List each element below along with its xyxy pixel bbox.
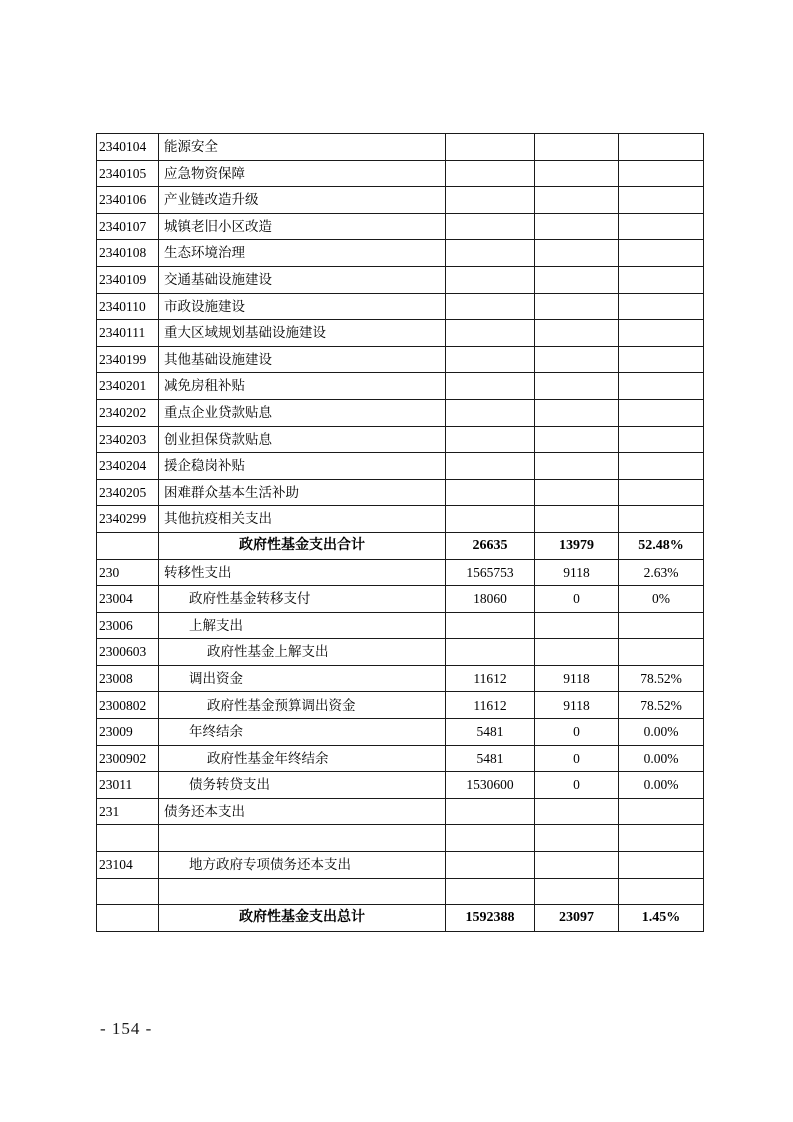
item-name-cell: 其他抗疫相关支出: [159, 506, 446, 533]
table-row: [97, 586, 704, 613]
code-cell: 2340109: [97, 266, 159, 293]
value2-cell: 0: [535, 586, 619, 613]
table-row: [97, 320, 704, 347]
table-row: [97, 266, 704, 293]
table-row: [97, 852, 704, 879]
code-cell: [97, 532, 159, 559]
code-cell: 2340111: [97, 320, 159, 347]
table-row: [97, 905, 704, 932]
item-name-cell: 上解支出: [159, 612, 446, 639]
table-row: [97, 479, 704, 506]
value2-cell: [535, 506, 619, 533]
table-row: [97, 692, 704, 719]
value1-cell: 11612: [446, 692, 535, 719]
table-row: [97, 772, 704, 799]
code-cell: 2300902: [97, 745, 159, 772]
item-name-cell: 产业链改造升级: [159, 187, 446, 214]
value2-cell: [535, 266, 619, 293]
percent-cell: [619, 134, 704, 161]
value1-cell: [446, 187, 535, 214]
code-cell: 23009: [97, 719, 159, 746]
table-row: [97, 798, 704, 825]
item-name-cell: 转移性支出: [159, 559, 446, 586]
value1-cell: 1565753: [446, 559, 535, 586]
value1-cell: [446, 426, 535, 453]
item-name-cell: 调出资金: [159, 665, 446, 692]
item-name-cell: 债务还本支出: [159, 798, 446, 825]
table-row: [97, 426, 704, 453]
table-row: [97, 453, 704, 480]
table-row: [97, 373, 704, 400]
code-cell: 23004: [97, 586, 159, 613]
percent-cell: [619, 293, 704, 320]
page-number: - 154 -: [100, 1019, 153, 1038]
table-row: [97, 399, 704, 426]
item-name-cell: 政府性基金年终结余: [159, 745, 446, 772]
percent-cell: [619, 612, 704, 639]
value1-cell: [446, 320, 535, 347]
value2-cell: [535, 798, 619, 825]
value1-cell: 1592388: [446, 905, 535, 932]
code-cell: 2340205: [97, 479, 159, 506]
item-name-cell: [159, 825, 446, 852]
value2-cell: [535, 373, 619, 400]
value1-cell: 26635: [446, 532, 535, 559]
blank-row: [97, 878, 704, 905]
code-cell: 2300802: [97, 692, 159, 719]
item-name-cell: 政府性基金转移支付: [159, 586, 446, 613]
item-name-cell: [159, 878, 446, 905]
table-row: [97, 346, 704, 373]
value1-cell: 5481: [446, 745, 535, 772]
percent-cell: [619, 187, 704, 214]
table-row: [97, 213, 704, 240]
item-name-cell: 能源安全: [159, 134, 446, 161]
value2-cell: [535, 293, 619, 320]
item-name-cell: 应急物资保障: [159, 160, 446, 187]
value2-cell: [535, 852, 619, 879]
item-name-cell: 重大区域规划基础设施建设: [159, 320, 446, 347]
item-name-cell: 政府性基金支出总计: [159, 905, 446, 932]
value1-cell: [446, 160, 535, 187]
item-name-cell: 创业担保贷款贴息: [159, 426, 446, 453]
code-cell: 2340105: [97, 160, 159, 187]
percent-cell: [619, 852, 704, 879]
percent-cell: [619, 266, 704, 293]
item-name-cell: 城镇老旧小区改造: [159, 213, 446, 240]
percent-cell: 1.45%: [619, 905, 704, 932]
code-cell: [97, 878, 159, 905]
value1-cell: [446, 798, 535, 825]
value1-cell: 18060: [446, 586, 535, 613]
value2-cell: [535, 213, 619, 240]
item-name-cell: 困难群众基本生活补助: [159, 479, 446, 506]
value2-cell: 23097: [535, 905, 619, 932]
value2-cell: 9118: [535, 692, 619, 719]
item-name-cell: 政府性基金上解支出: [159, 639, 446, 666]
code-cell: 2340202: [97, 399, 159, 426]
table-row: [97, 134, 704, 161]
percent-cell: [619, 240, 704, 267]
table-row: [97, 719, 704, 746]
item-name-cell: 政府性基金支出合计: [159, 532, 446, 559]
item-name-cell: 债务转贷支出: [159, 772, 446, 799]
percent-cell: [619, 426, 704, 453]
code-cell: 2340199: [97, 346, 159, 373]
value1-cell: [446, 266, 535, 293]
value2-cell: [535, 134, 619, 161]
percent-cell: [619, 825, 704, 852]
code-cell: 2340299: [97, 506, 159, 533]
code-cell: 23011: [97, 772, 159, 799]
value2-cell: [535, 639, 619, 666]
value2-cell: [535, 346, 619, 373]
value1-cell: [446, 612, 535, 639]
code-cell: 23006: [97, 612, 159, 639]
percent-cell: [619, 453, 704, 480]
value1-cell: [446, 852, 535, 879]
table-row: [97, 187, 704, 214]
table-row: [97, 639, 704, 666]
value2-cell: [535, 426, 619, 453]
value1-cell: 1530600: [446, 772, 535, 799]
table-row: [97, 240, 704, 267]
code-cell: [97, 825, 159, 852]
code-cell: 2300603: [97, 639, 159, 666]
table-row: [97, 559, 704, 586]
percent-cell: [619, 878, 704, 905]
value2-cell: [535, 453, 619, 480]
code-cell: 2340107: [97, 213, 159, 240]
code-cell: 2340104: [97, 134, 159, 161]
percent-cell: [619, 639, 704, 666]
value2-cell: [535, 240, 619, 267]
percent-cell: [619, 479, 704, 506]
value2-cell: [535, 612, 619, 639]
code-cell: 2340203: [97, 426, 159, 453]
percent-cell: 0.00%: [619, 772, 704, 799]
table-row: [97, 506, 704, 533]
item-name-cell: 市政设施建设: [159, 293, 446, 320]
item-name-cell: 援企稳岗补贴: [159, 453, 446, 480]
table-row: [97, 745, 704, 772]
code-cell: 23008: [97, 665, 159, 692]
code-cell: 2340106: [97, 187, 159, 214]
value1-cell: 11612: [446, 665, 535, 692]
table-row: [97, 612, 704, 639]
percent-cell: [619, 160, 704, 187]
table-row: [97, 665, 704, 692]
value1-cell: 5481: [446, 719, 535, 746]
item-name-cell: 生态环境治理: [159, 240, 446, 267]
item-name-cell: 年终结余: [159, 719, 446, 746]
value1-cell: [446, 293, 535, 320]
percent-cell: 78.52%: [619, 692, 704, 719]
percent-cell: [619, 399, 704, 426]
code-cell: 230: [97, 559, 159, 586]
value1-cell: [446, 240, 535, 267]
value1-cell: [446, 453, 535, 480]
code-cell: 23104: [97, 852, 159, 879]
value2-cell: [535, 878, 619, 905]
code-cell: 2340201: [97, 373, 159, 400]
value1-cell: [446, 878, 535, 905]
percent-cell: [619, 506, 704, 533]
item-name-cell: 政府性基金预算调出资金: [159, 692, 446, 719]
value2-cell: [535, 399, 619, 426]
table-row: [97, 532, 704, 559]
percent-cell: 0.00%: [619, 745, 704, 772]
budget-table-body: [97, 134, 704, 932]
code-cell: 2340204: [97, 453, 159, 480]
value2-cell: 0: [535, 772, 619, 799]
value2-cell: [535, 825, 619, 852]
value2-cell: 0: [535, 719, 619, 746]
value1-cell: [446, 825, 535, 852]
percent-cell: 52.48%: [619, 532, 704, 559]
value1-cell: [446, 506, 535, 533]
item-name-cell: 重点企业贷款贴息: [159, 399, 446, 426]
percent-cell: 78.52%: [619, 665, 704, 692]
item-name-cell: 地方政府专项债务还本支出: [159, 852, 446, 879]
percent-cell: 0%: [619, 586, 704, 613]
value2-cell: 0: [535, 745, 619, 772]
value2-cell: [535, 160, 619, 187]
value1-cell: [446, 213, 535, 240]
value2-cell: 9118: [535, 559, 619, 586]
percent-cell: [619, 798, 704, 825]
value1-cell: [446, 479, 535, 506]
value1-cell: [446, 373, 535, 400]
table-row: [97, 293, 704, 320]
code-cell: 2340108: [97, 240, 159, 267]
value1-cell: [446, 639, 535, 666]
item-name-cell: 减免房租补贴: [159, 373, 446, 400]
value1-cell: [446, 134, 535, 161]
value2-cell: [535, 187, 619, 214]
value2-cell: [535, 320, 619, 347]
table-row: [97, 160, 704, 187]
budget-table: [96, 133, 704, 932]
code-cell: 231: [97, 798, 159, 825]
value2-cell: 13979: [535, 532, 619, 559]
item-name-cell: 交通基础设施建设: [159, 266, 446, 293]
percent-cell: [619, 320, 704, 347]
code-cell: 2340110: [97, 293, 159, 320]
percent-cell: [619, 373, 704, 400]
percent-cell: [619, 346, 704, 373]
value1-cell: [446, 399, 535, 426]
code-cell: [97, 905, 159, 932]
value2-cell: [535, 479, 619, 506]
blank-row: [97, 825, 704, 852]
item-name-cell: 其他基础设施建设: [159, 346, 446, 373]
percent-cell: 0.00%: [619, 719, 704, 746]
percent-cell: 2.63%: [619, 559, 704, 586]
value1-cell: [446, 346, 535, 373]
value2-cell: 9118: [535, 665, 619, 692]
percent-cell: [619, 213, 704, 240]
